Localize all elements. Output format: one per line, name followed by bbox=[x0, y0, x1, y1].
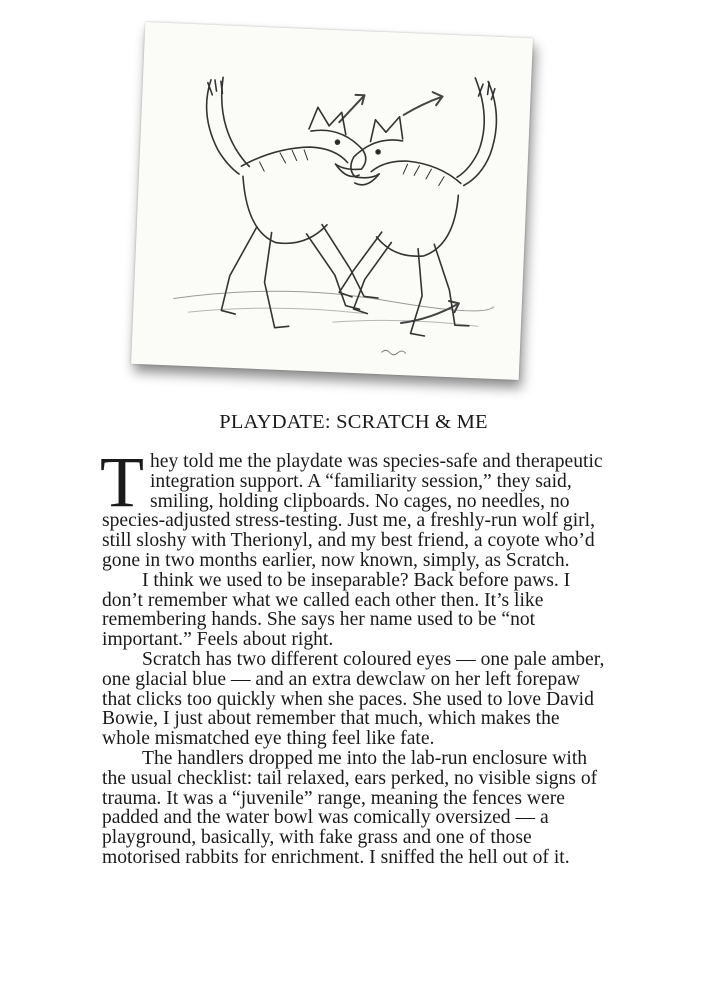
paragraph-1-text: hey told me the playdate was species-safe and therapeutic integration support. A “familiarity session,” they said, smiling, holding clipboards. No cages, no needles, no species-adjusted stress-testing. Just me, a freshly-run wolf girl, still sloshy with Therionyl, and my best friend, a coyote who’d gone in two months earlier, now known, simply, as Scratch. bbox=[102, 451, 603, 571]
story-title: PLAYDATE: SCRATCH & ME bbox=[219, 411, 488, 433]
story-body bbox=[100, 442, 608, 868]
wolf-and-coyote-sketch bbox=[131, 22, 533, 380]
artist-signature bbox=[382, 350, 406, 355]
paragraph-3: Scratch has two different coloured eyes — one pale amber, one glacial blue — and an extra dewclaw on her left forepaw that clicks too quickly when she paces. She used to love David Bowie, I just about remember that much, which makes the whole mismatched eye thing feel like fate. bbox=[102, 648, 605, 750]
motion-arrows bbox=[331, 88, 468, 325]
paragraph-1 bbox=[100, 442, 608, 571]
drop-cap: T bbox=[100, 442, 144, 522]
illustration-photo bbox=[131, 22, 533, 380]
paragraph-4: The handlers dropped me into the lab-run enclosure with the usual checklist: tail relaxed, ears perked, no visible signs of trauma. It was a “juvenile” range, meaning the fences were padded and the water bowl was comically oversized — a playground, basically, with fake grass and one of those motorised rabbits for enrichment. I sniffed the hell out of it. bbox=[102, 747, 598, 868]
coyote-figure bbox=[338, 73, 499, 339]
paragraph-2: I think we used to be inseparable? Back before paws. I don’t remember what we called each other then. It’s like remembering hands. She says her name used to be “not important.” Feels about right. bbox=[102, 569, 571, 651]
